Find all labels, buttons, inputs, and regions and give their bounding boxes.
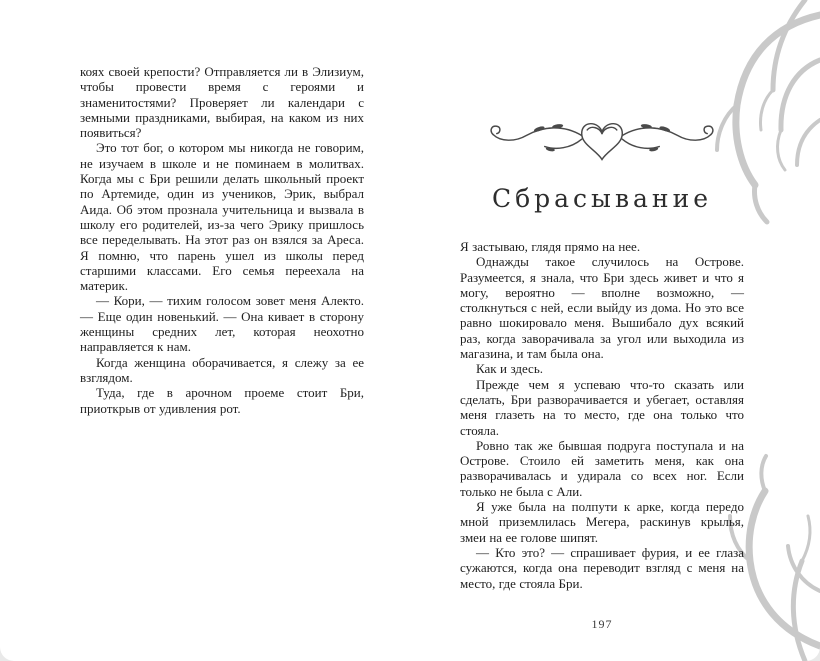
paragraph: Ровно так же бывшая подруга поступала и на Острове. Стоило ей заметить меня, как она разворачивалась и удирала со всех ног. Если только не была с Али. xyxy=(460,437,744,499)
heart-flourish-ornament xyxy=(482,110,722,172)
chapter-title: Сбрасывание xyxy=(491,184,713,213)
paragraph: Прежде чем я успеваю что-то сказать или сделать, Бри разворачивается и убегает, оставляя меня глазеть на то место, где она только что стояла. xyxy=(460,376,744,438)
chapter-text xyxy=(460,239,744,591)
paragraph: Я уже была на полпути к арке, когда передо мной приземлилась Мегера, раскинув крылья, змеи на ее голове шипят. xyxy=(460,499,744,545)
paragraph: Как и здесь. xyxy=(476,361,543,377)
paragraph: — Кори, — тихим голосом зовет меня Алекто. — Еще один новенький. — Она кивает в сторону женщины средних лет, которая неохотно направляется к нам. xyxy=(80,293,364,355)
paragraph: Когда женщина оборачивается, я слежу за ее взглядом. xyxy=(80,354,364,385)
paragraph: Я застываю, глядя прямо на нее. xyxy=(460,239,641,254)
paragraph: Туда, где в арочном проеме стоит Бри, приоткрыв от удивления рот. xyxy=(80,385,364,416)
page-number: 197 xyxy=(591,617,613,631)
right-page xyxy=(460,60,744,591)
left-page xyxy=(80,64,364,416)
paragraph: Однажды такое случилось на Острове. Разумеется, я знала, что Бри здесь живет и что я могу, вероятно — вполне возможно, — столкнуться с ней, если выйду из дома. Но это все равно шокировало меня. Вышибало дух всякий раз, когда заворачивала за угол или выходила из магазина, и там была она. xyxy=(460,254,744,362)
paragraph: — Кто это? — спрашивает фурия, и ее глаза сужаются, когда она переводит взгляд с меня на место, где стояла Бри. xyxy=(460,544,744,591)
paragraph: Это тот бог, о котором мы никогда не говорим, не изучаем в школе и не поминаем в молитвах. Когда мы с Бри решили делать школьный проект по Артемиде, один из учеников, Эрик, выбрал Аида. Об этом прознала учительница и вызвала в школу его родителей, из-за чего Эрику пришлось все переделывать. На этот раз он взялся за Ареса. Я помню, что парень ушел из школы перед старшими классами. Его семья переехала на материк. xyxy=(80,140,364,294)
paragraph: коях своей крепости? Отправляется ли в Элизиум, чтобы провести время с героями и знаменитостями? Проверяет ли календари с земными праздниками, выбирая, на каком из них появиться? xyxy=(80,64,364,141)
